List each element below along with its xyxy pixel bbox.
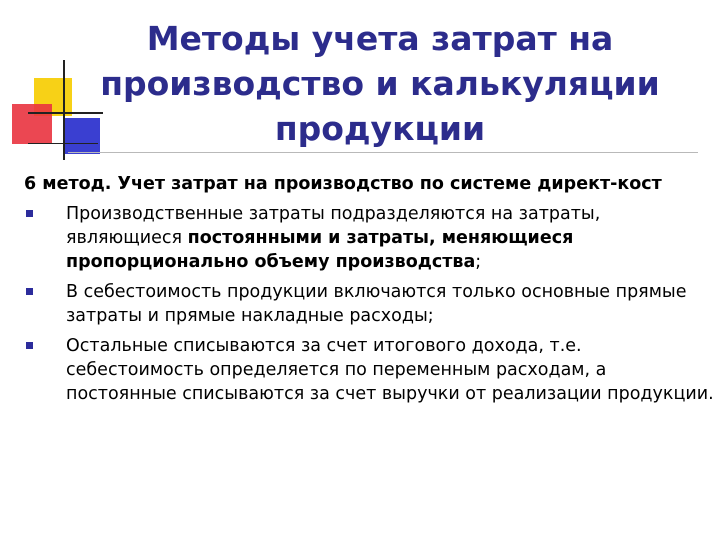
- title-divider: [68, 152, 698, 153]
- square-bullet-icon: [26, 210, 33, 217]
- item-text: Производственные затраты подразделяются на затраты, являющиеся: [66, 204, 601, 248]
- item-text: В себестоимость продукции включаются только основные прямые затраты и прямые накладные расходы;: [66, 282, 687, 326]
- method-heading: 6 метод. Учет затрат на производство по системе директ-кост: [24, 174, 662, 194]
- item-text-end: ;: [475, 252, 482, 272]
- list-item: [24, 202, 714, 274]
- square-bullet-icon: [26, 288, 33, 295]
- slide-body: [24, 172, 714, 412]
- slide-title: Методы учета затрат на производство и калькуляции продукции: [100, 19, 660, 148]
- list-item: [24, 280, 714, 328]
- list-item: [24, 334, 714, 406]
- item-text: Остальные списываются за счет итогового дохода, т.е. себестоимость определяется по переменным расходам, а постоянные списываются за счет выручки от реализации продукции.: [66, 336, 714, 404]
- logo-red-square: [12, 104, 52, 144]
- item-emphasis: постоянными и затраты, меняющиеся пропорционально объему производства: [66, 228, 574, 272]
- square-bullet-icon: [26, 342, 33, 349]
- logo-vertical-line: [63, 60, 65, 160]
